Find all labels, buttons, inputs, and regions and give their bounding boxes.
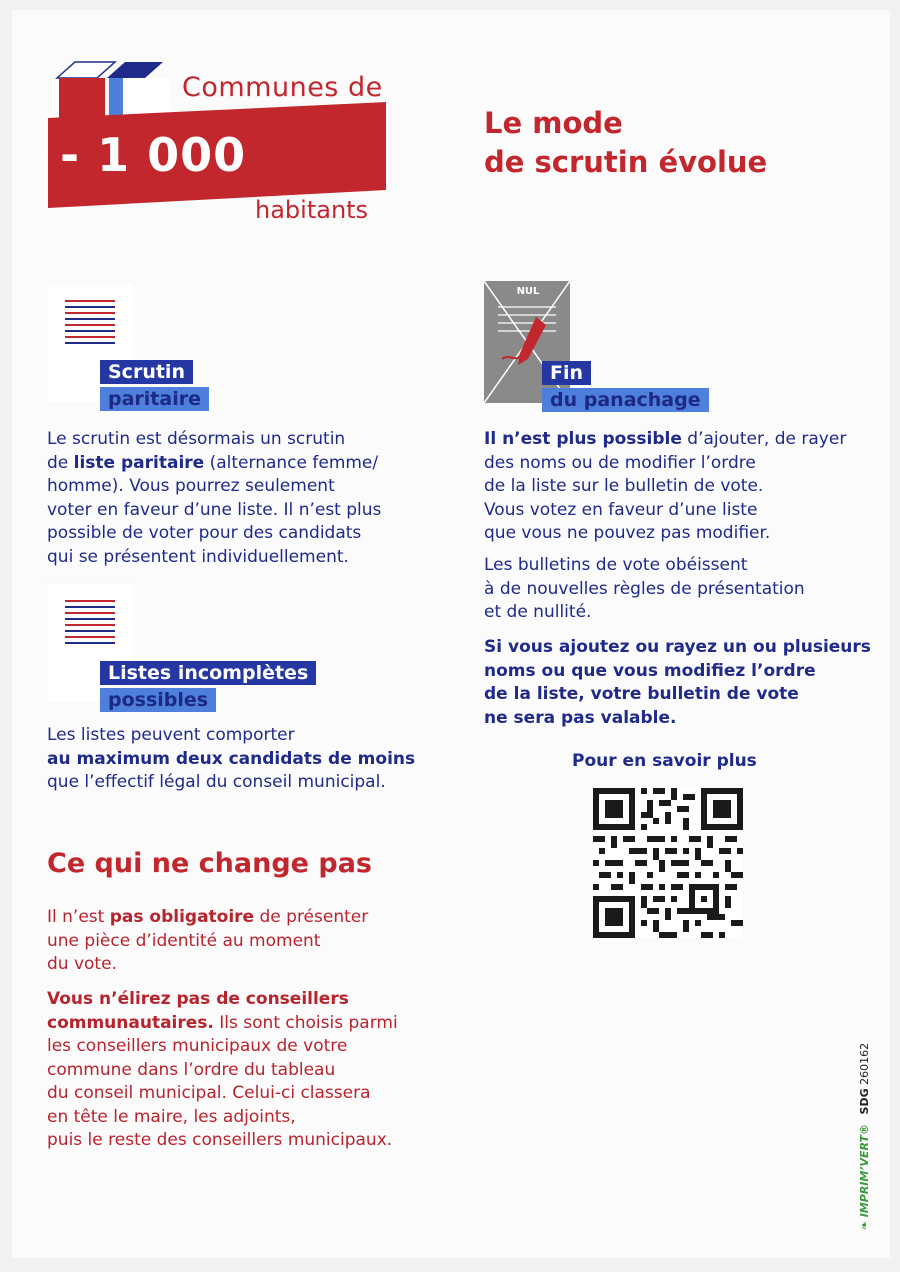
more-info-label: Pour en savoir plus — [572, 751, 757, 771]
text-line: ne sera pas valable. — [484, 707, 677, 728]
text-line: puis le reste des conseillers municipaux. — [47, 1130, 393, 1150]
text-line: Les bulletins de vote obéissent — [484, 555, 748, 575]
text-line: possible de voter pour des candidats — [47, 523, 362, 543]
text-line: en tête le maire, les adjoints, — [47, 1106, 296, 1127]
tag-possibles: possibles — [100, 688, 216, 712]
habitants-label: habitants — [255, 196, 369, 224]
text-line — [47, 1012, 447, 1036]
leaf-icon: ❧ — [858, 1220, 871, 1230]
text-span: (alternance femme/ — [204, 452, 379, 473]
tag-du-panachage: du panachage — [542, 388, 709, 412]
text-line: à de nouvelles règles de présentation — [484, 578, 805, 599]
text-span: de — [47, 452, 74, 473]
text-line: Si vous ajoutez ou rayez un ou plusieurs — [484, 637, 871, 657]
doc-code: 260162 — [858, 1042, 871, 1085]
text-line — [47, 748, 427, 772]
panachage-paragraph-1 — [484, 428, 874, 546]
ballot-list-icon — [47, 284, 133, 402]
inchange-paragraph-2 — [47, 988, 447, 1153]
bold-span: au maximum deux candidats de moins — [47, 748, 416, 769]
bold-span: Il n’est plus possible — [484, 429, 682, 449]
tag-paritaire: paritaire — [100, 387, 209, 411]
panachage-warning — [484, 636, 884, 730]
text-line: que l’effectif légal du conseil municipal. — [47, 772, 386, 792]
text-line: du conseil municipal. Celui-ci classera — [47, 1083, 371, 1103]
text-line — [47, 988, 447, 1012]
text-span: de présenter — [254, 907, 369, 927]
text-line: voter en faveur d’une liste. Il n’est plus — [47, 499, 382, 520]
imprint-code — [858, 1043, 871, 1230]
tag-fin: Fin — [542, 361, 591, 385]
bold-span: Vous n’élirez pas de conseillers — [47, 989, 349, 1009]
text-line — [47, 452, 427, 476]
text-line: du vote. — [47, 954, 117, 974]
text-line: Les listes peuvent comporter — [47, 725, 295, 745]
inchange-paragraph-1 — [47, 906, 427, 977]
imprim-vert-label: IMPRIM’VERT® — [858, 1123, 871, 1218]
text-line: une pièce d’identité au moment — [47, 930, 321, 951]
panachage-paragraph-2 — [484, 554, 874, 625]
text-line: qui se présentent individuellement. — [47, 546, 349, 567]
text-span: Il n’est — [47, 907, 110, 927]
text-line — [484, 428, 874, 452]
scrutin-paragraph — [47, 428, 427, 569]
section-title-inchange: Ce qui ne change pas — [47, 848, 372, 879]
text-line: commune dans l’ordre du tableau — [47, 1059, 336, 1080]
text-line: noms ou que vous modifiez l’ordre — [484, 660, 816, 681]
text-span: Ils sont choisis parmi — [213, 1012, 398, 1033]
text-line: que vous ne pouvez pas modifier. — [484, 523, 771, 543]
page-title-line1: Le mode — [484, 106, 623, 140]
communes-label: Communes de — [182, 72, 383, 103]
page-title-line2: de scrutin évolue — [484, 145, 768, 179]
page-title — [484, 104, 767, 182]
text-line: de la liste sur le bulletin de vote. — [484, 476, 764, 496]
bold-span: communautaires. — [47, 1012, 214, 1033]
text-span: d’ajouter, de rayer — [681, 429, 847, 449]
text-line: les conseillers municipaux de votre — [47, 1036, 348, 1056]
listes-paragraph — [47, 724, 427, 795]
tag-scrutin: Scrutin — [100, 360, 193, 384]
sdg-label: SDG — [858, 1088, 871, 1115]
qr-code[interactable] — [593, 788, 743, 938]
tag-listes-incompletes: Listes incomplètes — [100, 661, 316, 685]
text-line: de la liste, votre bulletin de vote — [484, 684, 799, 704]
bold-span: liste paritaire — [73, 452, 205, 473]
text-line: et de nullité. — [484, 602, 592, 622]
text-line: Vous votez en faveur d’une liste — [484, 499, 758, 520]
text-line: des noms ou de modifier l’ordre — [484, 452, 756, 473]
text-line: Le scrutin est désormais un scrutin — [47, 429, 346, 449]
bold-span: pas obligatoire — [109, 907, 255, 927]
population-number: - 1 000 — [60, 128, 247, 182]
text-line: homme). Vous pourrez seulement — [47, 476, 335, 496]
text-line — [47, 906, 427, 930]
ballot-nul-label: NUL — [516, 286, 540, 297]
